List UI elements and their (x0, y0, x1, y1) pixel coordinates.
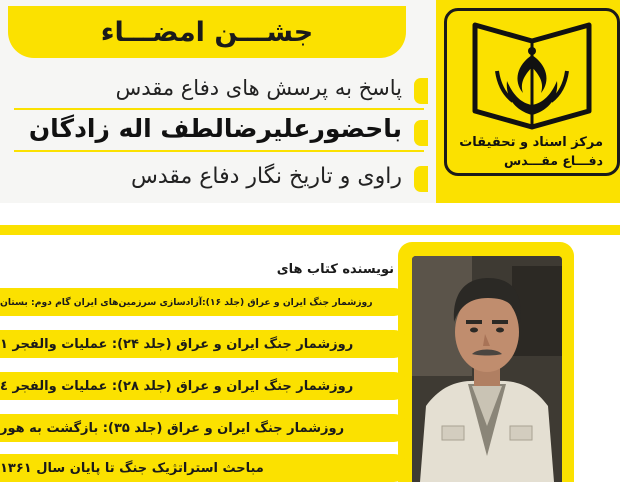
subtitle-line: پاسخ به پرسش های دفاع مقدس (115, 76, 402, 100)
divider (14, 150, 424, 152)
book-item (0, 414, 408, 442)
divider (14, 108, 424, 110)
guest-name: باحضورعلیرضالطف اله زادگان (28, 114, 402, 143)
book-item (0, 454, 408, 482)
book-item (0, 288, 408, 316)
books-heading: نویسنده کتاب های (276, 262, 394, 277)
accent-tab (414, 78, 428, 104)
logo-frame (444, 8, 620, 176)
event-title: جشـــن امضـــاء (100, 16, 314, 48)
org-name-line2: دفـــاع مقـــدس (503, 153, 603, 168)
book-title: روزشمار جنگ ایران و عراق (جلد ۲۴): عملیات والفجر ۱ (0, 336, 354, 352)
logo-panel (436, 0, 620, 203)
book-item (0, 330, 408, 358)
portrait-photo (412, 256, 562, 482)
book-title: مباحث استراتژیک جنگ تا پایان سال ۱۳۶۱ (0, 460, 264, 476)
book-title: روزشمار جنگ ایران و عراق (جلد ۳۵): بازگشت به هور (0, 420, 345, 436)
title-banner (8, 6, 406, 58)
org-name: مرکز اسناد و تحقیقات (459, 135, 603, 150)
portrait-illustration (412, 256, 562, 482)
announcement-panel (0, 0, 436, 203)
guest-role: راوی و تاریخ نگار دفاع مقدس (130, 164, 402, 189)
accent-strip (0, 225, 620, 235)
book-title: روزشمار جنگ ایران و عراق (جلد ۱۶):آزادسازی سرزمین‌های ایران گام دوم: بستان (0, 296, 373, 308)
book-title: روزشمار جنگ ایران و عراق (جلد ۲۸): عملیات والفجر ٤ (0, 378, 354, 394)
accent-tab (414, 166, 428, 192)
accent-tab (414, 120, 428, 146)
book-item (0, 372, 408, 400)
